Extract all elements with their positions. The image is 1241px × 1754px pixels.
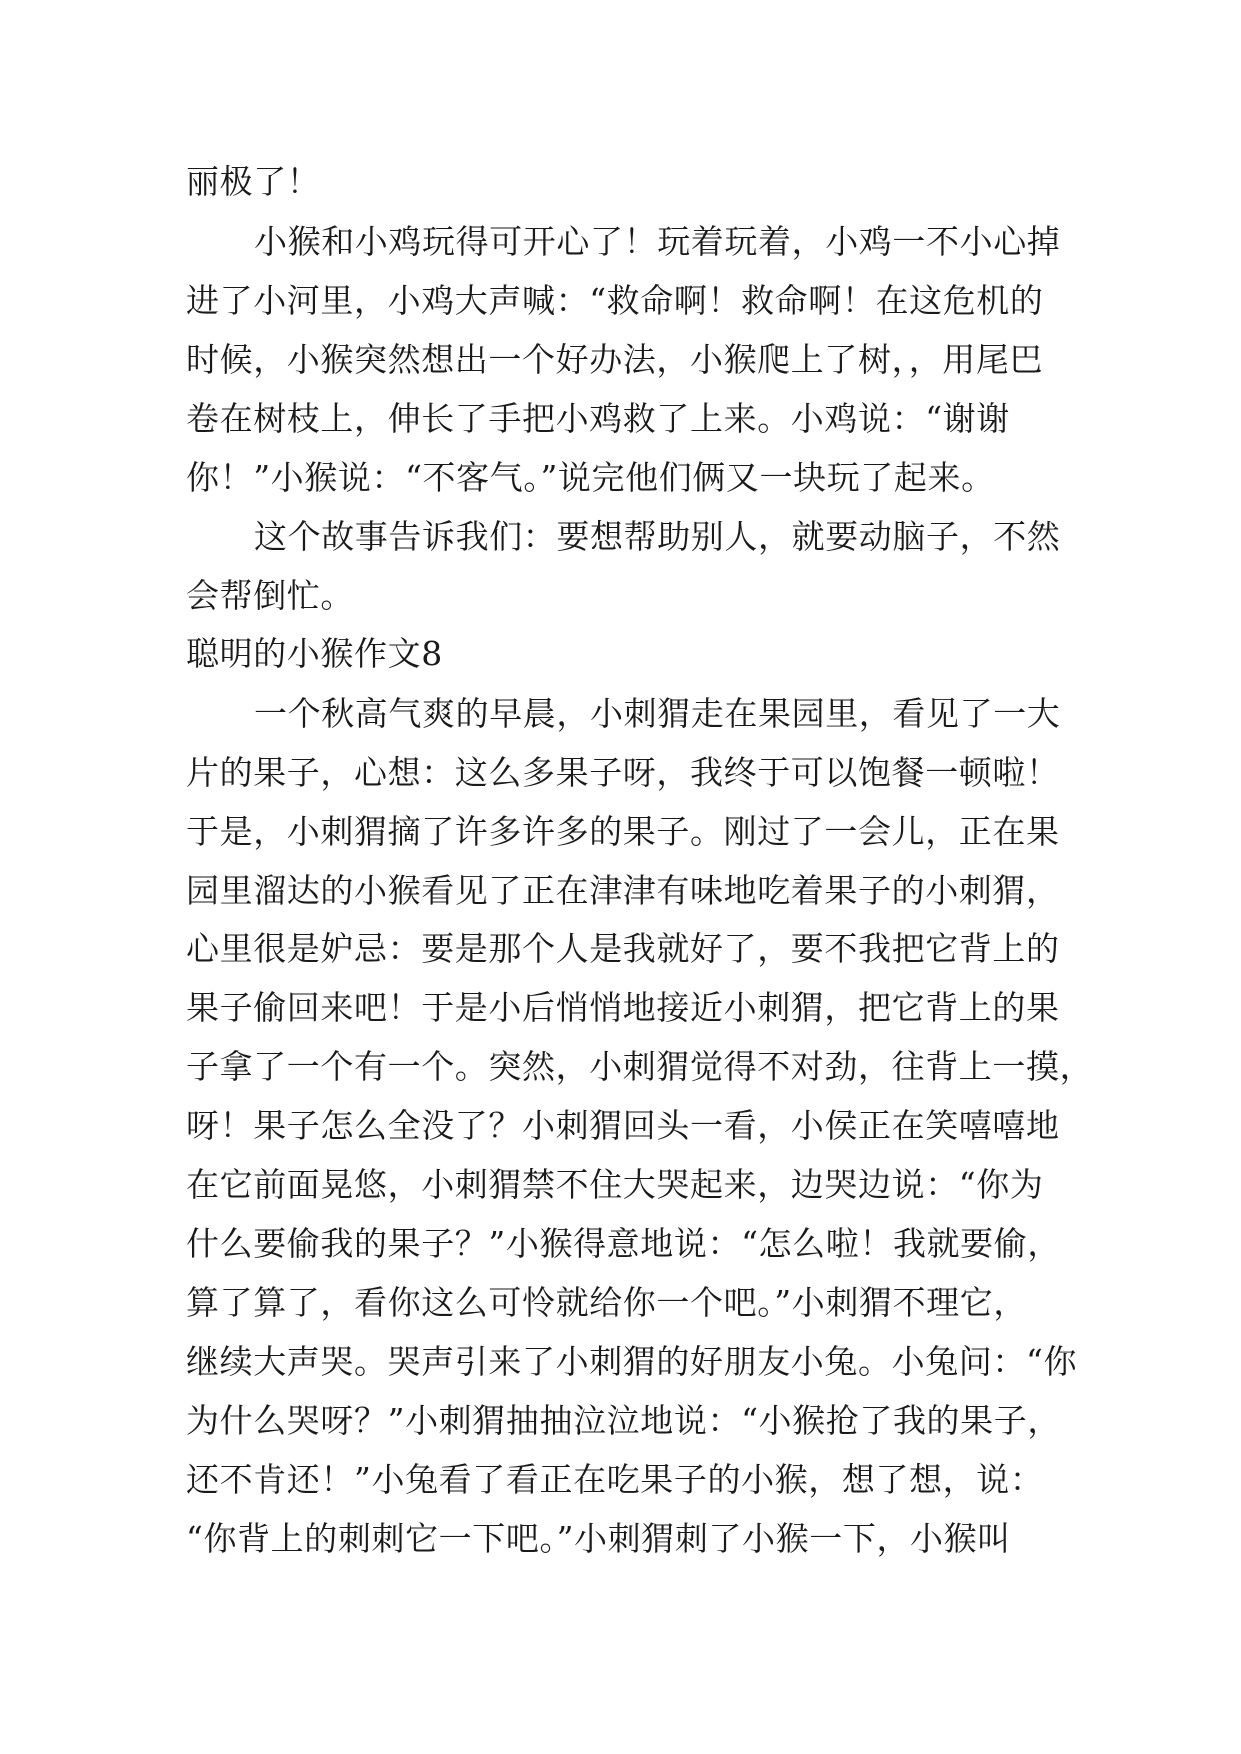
text-line: 为什么哭呀？”小刺猬抽抽泣泣地说：“小猴抢了我的果子， xyxy=(186,1401,1061,1440)
text-line: 继续大声哭。哭声引来了小刺猬的好朋友小兔。小兔问：“你 xyxy=(186,1342,1078,1381)
text-line: 还不肯还！”小兔看了看正在吃果子的小猴，想了想，说： xyxy=(186,1460,1044,1499)
text-line: 子拿了一个有一个。突然，小刺猬觉得不对劲，往背上一摸， xyxy=(186,1047,1094,1086)
text-line: 丽极了！ xyxy=(186,162,321,201)
text-line: 心里很是妒忌：要是那个人是我就好了，要不我把它背上的 xyxy=(186,929,1060,968)
text-line: 片的果子，心想：这么多果子呀，我终于可以饱餐一顿啦！ xyxy=(186,753,1060,792)
section-heading: 聪明的小猴作文8 xyxy=(186,634,443,673)
text-line: 在它前面晃悠，小刺猬禁不住大哭起来，边哭边说：“你为 xyxy=(186,1165,1044,1204)
paragraph-start-line: 这个故事告诉我们：要想帮助别人，就要动脑子，不然 xyxy=(254,517,1061,556)
text-line: 什么要偷我的果子？”小猴得意地说：“怎么啦！我就要偷， xyxy=(186,1224,1061,1263)
paragraph-start-line: 一个秋高气爽的早晨，小刺猬走在果园里，看见了一大 xyxy=(254,694,1061,733)
text-line: 园里溜达的小猴看见了正在津津有味地吃着果子的小刺猬， xyxy=(186,871,1060,910)
text-line: 时候，小猴突然想出一个好办法，小猴爬上了树，，用尾巴 xyxy=(186,340,1044,379)
text-line: 呀！果子怎么全没了？小刺猬回头一看，小侯正在笑嘻嘻地 xyxy=(186,1106,1060,1145)
text-line: 卷在树枝上，伸长了手把小鸡救了上来。小鸡说：“谢谢 xyxy=(186,399,1010,438)
text-line: “你背上的刺刺它一下吧。”小刺猬刺了小猴一下，小猴叫 xyxy=(186,1519,1011,1558)
text-line: 于是，小刺猬摘了许多许多的果子。刚过了一会儿，正在果 xyxy=(186,812,1060,851)
text-line: 会帮倒忙。 xyxy=(186,576,354,615)
paragraph-start-line: 小猴和小鸡玩得可开心了！玩着玩着，小鸡一不小心掉 xyxy=(254,222,1061,261)
text-line: 果子偷回来吧！于是小后悄悄地接近小刺猬，把它背上的果 xyxy=(186,988,1060,1027)
text-line: 进了小河里，小鸡大声喊：“救命啊！救命啊！在这危机的 xyxy=(186,281,1044,320)
text-line: 你！”小猴说：“不客气。”说完他们俩又一块玩了起来。 xyxy=(186,458,995,497)
text-line: 算了算了，看你这么可怜就给你一个吧。”小刺猬不理它， xyxy=(186,1283,1027,1322)
